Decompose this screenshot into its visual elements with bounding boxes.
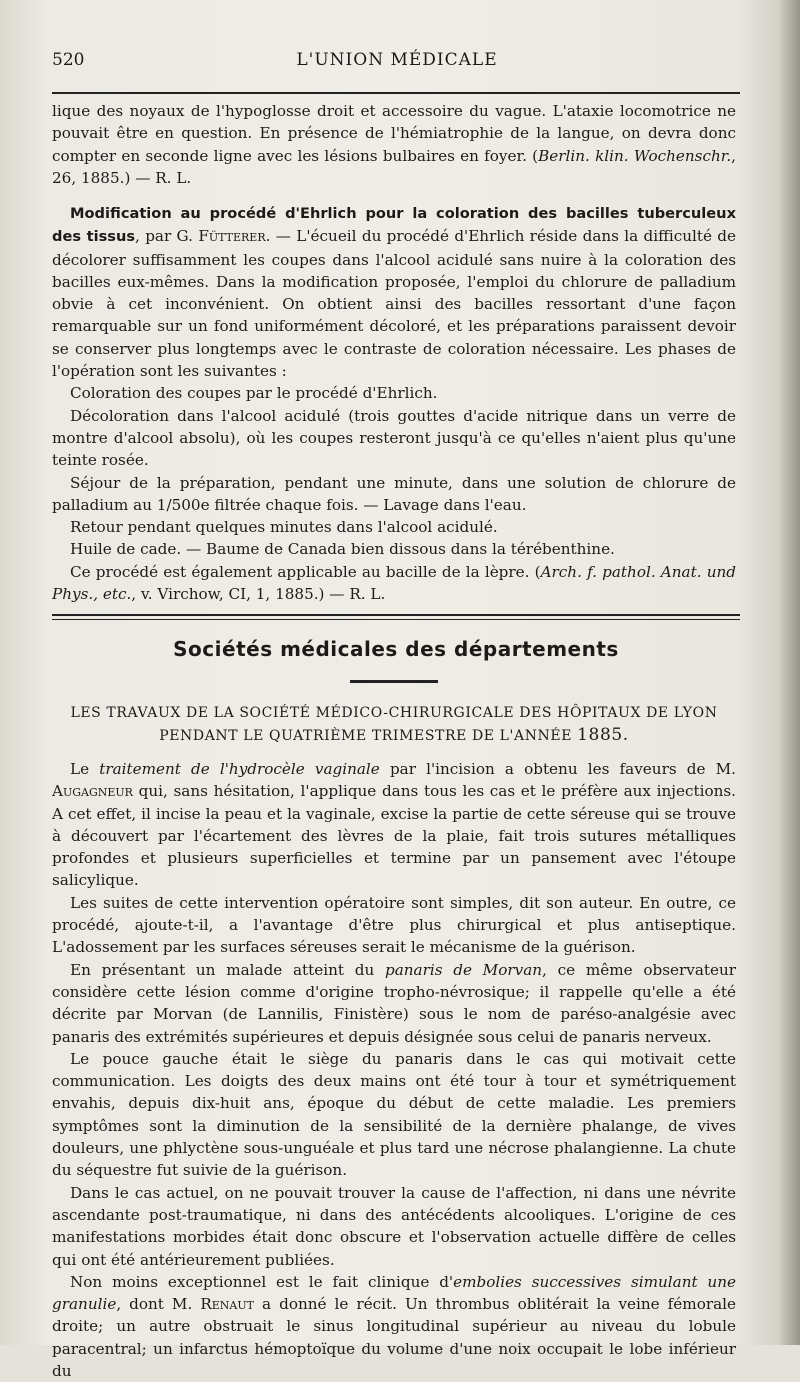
author-name: Renaut (200, 1295, 254, 1314)
heading-rule (350, 680, 438, 683)
author-name: Fütterer (198, 227, 266, 246)
step-item: Huile de cade. — Baume de Canada bien dissous dans la térébenthine. (70, 540, 615, 559)
paragraph: Dans le cas actuel, on ne pouvait trouver la cause de l'affection, ni dans une névrite ascendante post-traumatique, ni dans des antécédents alcooliques. L'origine de ces manifestations morbides était donc obscure et l'observation actuelle diffère de celles qui ont été antérieurement publiées. (52, 1183, 736, 1269)
paragraph: Le pouce gauche était le siège du panaris dans le cas qui motivait cette communication. Les doigts des deux mains ont été tour à tour et symétriquement envahis, depuis dix-huit ans, époque du début de cette maladie. Les premiers symptômes sont la diminution de la sensibilité de la dernière phalange, de vives douleurs, une phlyctène sous-unguéale et plus tard une nécrose phalangienne. La chute du séquestre fut suivie de la guérison. (52, 1049, 736, 1180)
page-number: 520 (52, 50, 85, 70)
paragraph: Le traitement de l'hydrocèle vaginale par l'incision a obtenu les faveurs de M. Augagneur qui, sans hésitation, l'applique dans tous les cas et le préfère aux injections. A cet effet, il incise la peau et la vaginale, excise la partie de cette séreuse qui se trouve à découvert par l'écartement des lèvres de la plaie, fait trois sutures métalliques profondes et plusieurs superficielles et termine par un pansement avec l'étoupe salicylique. (52, 760, 737, 890)
continued-article (52, 100, 736, 189)
ehrlich-article (52, 202, 736, 605)
page-edge-shadow (778, 0, 800, 1345)
paragraph: lique des noyaux de l'hypoglosse droit et accessoire du vague. L'ataxie locomotrice ne pouvait être en question. En présence de l'hémiatrophie de la langue, on devra donc compter en seconde ligne avec les lésions bulbaires en foyer. (Berlin. klin. Wochenschr., 26, 1885.) — R. L. (52, 102, 736, 187)
article-title: Modification au procédé d'Ehrlich pour la coloration des bacilles tuberculeux des tissus (52, 205, 736, 246)
step-item: Retour pendant quelques minutes dans l'alcool acidulé. (70, 518, 498, 537)
citation: Berlin. klin. Wochenschr. (538, 146, 732, 165)
paragraph: Ce procédé est également applicable au bacille de la lèpre. (Arch. f. pathol. Anat. und Phys., etc., v. Virchow, CI, 1, 1885.) — R. L. (52, 562, 736, 604)
step-item: Décoloration dans l'alcool acidulé (trois gouttes d'acide nitrique dans un verre de montre d'alcool absolu), où les coupes resteront jusqu'à ce qu'elles n'aient plus qu'une teinte rosée. (52, 406, 736, 470)
paragraph: Non moins exceptionnel est le fait clinique d'embolies successives simulant une granulie, dont M. Renaut a donné le récit. Un thrombus oblitérait la veine fémorale droite; un autre obstruait le sinus longitudinal supérieur au niveau du lobule paracentral; un infarctus hémoptoïque du volume d'une noix occupait le lobe inférieur du (52, 1272, 736, 1381)
page-header (52, 50, 742, 80)
citation: Arch. f. pathol. Anat. und Phys., etc. (52, 562, 736, 604)
lyon-article (52, 758, 736, 1382)
author-name: Augagneur (52, 782, 133, 801)
section-subheading: LES TRAVAUX DE LA SOCIÉTÉ MÉDICO-CHIRURGICALE DES HÔPITAUX DE LYON PENDANT LE QUATRIÈME TRIMESTRE DE L'ANNÉE 1885. (70, 705, 718, 745)
section-divider (52, 614, 740, 620)
running-title: L'UNION MÉDICALE (296, 50, 498, 70)
paragraph: Les suites de cette intervention opératoire sont simples, dit son auteur. En outre, ce procédé, ajoute-t-il, a l'avantage d'être plus chirurgical et plus antiseptique. L'adossement par les surfaces séreuses serait le mécanisme de la guérison. (52, 893, 736, 957)
section-heading: Sociétés médicales des départements (173, 637, 619, 661)
article-lead: Modification au procédé d'Ehrlich pour la coloration des bacilles tuberculeux des tissus, par G. Fütterer. — L'écueil du procédé d'Ehrlich réside dans la difficulté de décolorer suffisamment les coupes dans l'alcool acidulé sans nuire à la coloration des bacilles eux-mêmes. Dans la modification proposée, l'emploi du chlorure de palladium obvie à cet inconvénient. On obtient ainsi des bacilles ressortant d'une façon remarquable sur un fond uniformément décoloré, et les préparations paraissent devoir se conserver plus longtemps avec le contraste de coloration nécessaire. Les phases de l'opération sont les suivantes : (52, 205, 737, 381)
paragraph: En présentant un malade atteint du panaris de Morvan, ce même observateur considère cette lésion comme d'origine tropho-névrosique; il rappelle qu'elle a été décrite par Morvan (de Lannilis, Finistère) sous le nom de paréso-analgésie avec panaris des extrémités supérieures et depuis désignée sous celui de panaris nerveux. (52, 960, 737, 1046)
step-item: Séjour de la préparation, pendant une minute, dans une solution de chlorure de palladium au 1/500e filtrée chaque fois. — Lavage dans l'eau. (52, 473, 736, 514)
header-rule (52, 92, 740, 94)
step-item: Coloration des coupes par le procédé d'Ehrlich. (70, 384, 438, 403)
